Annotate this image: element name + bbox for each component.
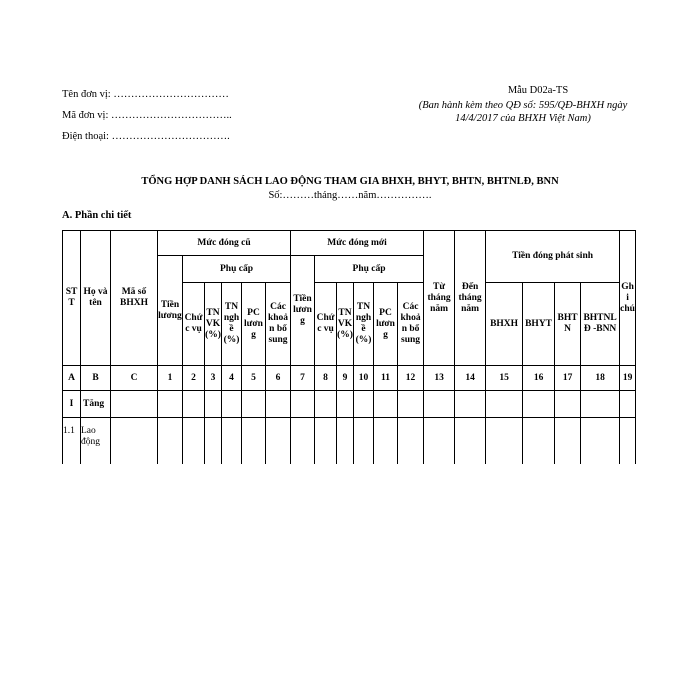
- table-cell: [242, 391, 266, 418]
- col-cac-khoan-moi: Các khoản bổ sung: [398, 283, 424, 366]
- index-cell: 8: [315, 366, 337, 391]
- col-ho-ten: Họ và tên: [81, 231, 111, 366]
- table-cell: [555, 391, 581, 418]
- index-cell: 4: [222, 366, 242, 391]
- group-phu-cap-cu: Phụ cấp: [183, 256, 291, 283]
- unit-info: [62, 84, 232, 147]
- form-note: (Ban hành kèm theo QĐ số: 595/QĐ-BHXH ngày 14/4/2017 của BHXH Việt Nam): [418, 100, 628, 124]
- index-row: [63, 366, 636, 391]
- table-cell: [398, 418, 424, 465]
- table-cell: [158, 391, 183, 418]
- col-ghi-chu: Ghi chú: [620, 231, 636, 366]
- index-cell: 3: [205, 366, 222, 391]
- col-tn-nghe-cu: TN nghề (%): [222, 283, 242, 366]
- table-cell: [337, 391, 354, 418]
- table-cell: [486, 418, 523, 465]
- table-cell: [398, 391, 424, 418]
- table-cell: [111, 418, 158, 465]
- table-cell: [205, 418, 222, 465]
- table-cell: [291, 418, 315, 465]
- col-bhtn: BHTN: [555, 283, 581, 366]
- index-cell: 9: [337, 366, 354, 391]
- col-bhyt: BHYT: [523, 283, 555, 366]
- group-muc-dong-cu: Mức đóng cũ: [158, 231, 291, 256]
- index-cell: 1: [158, 366, 183, 391]
- group-tien-dong: Tiền đóng phát sinh: [486, 231, 620, 283]
- col-bhtnld: BHTNLĐ -BNN: [581, 283, 620, 366]
- unit-name-line: Tên đơn vị: ……………………………: [62, 89, 229, 100]
- col-tu-thang: Từ tháng năm: [424, 231, 455, 366]
- table-cell: [205, 391, 222, 418]
- table-cell: [354, 391, 374, 418]
- col-pc-luong-moi: PC lương: [374, 283, 398, 366]
- table-cell: [222, 418, 242, 465]
- form-reference: [410, 84, 636, 125]
- participant-table: [62, 230, 636, 464]
- index-cell: 12: [398, 366, 424, 391]
- table-cell: [455, 418, 486, 465]
- table-cell: [486, 391, 523, 418]
- table-cell: [424, 418, 455, 465]
- col-chuc-vu-moi: Chức vụ: [315, 283, 337, 366]
- document-title: TỔNG HỢP DANH SÁCH LAO ĐỘNG THAM GIA BHXH, BHYT, BHTN, BHTNLĐ, BNN: [141, 176, 559, 187]
- table-cell: [315, 418, 337, 465]
- table-cell: [291, 391, 315, 418]
- col-stt: STT: [63, 231, 81, 366]
- document-number-line: Số:………tháng……năm…………….: [268, 190, 432, 201]
- form-code: Mẫu D02a-TS: [507, 85, 569, 96]
- table-cell: [523, 418, 555, 465]
- table-cell: [183, 418, 205, 465]
- section-heading: A. Phần chi tiết: [62, 210, 132, 221]
- index-cell: 11: [374, 366, 398, 391]
- index-cell: 16: [523, 366, 555, 391]
- index-cell: 2: [183, 366, 205, 391]
- table-cell: [242, 418, 266, 465]
- col-den-thang: Đến tháng năm: [455, 231, 486, 366]
- table-cell: [620, 418, 636, 465]
- col-tnvk-moi: TN VK (%): [337, 283, 354, 366]
- row-label: Lao động: [81, 418, 111, 465]
- col-cac-khoan-cu: Các khoản bổ sung: [266, 283, 291, 366]
- table-cell: [455, 391, 486, 418]
- index-cell: 15: [486, 366, 523, 391]
- table-cell: [158, 418, 183, 465]
- table-cell: [620, 391, 636, 418]
- index-cell: 5: [242, 366, 266, 391]
- table-cell: [183, 391, 205, 418]
- table-cell: [581, 418, 620, 465]
- table-cell: [354, 418, 374, 465]
- table-cell: [374, 391, 398, 418]
- phone-line: Điện thoại: …………………………….: [62, 131, 230, 142]
- col-tnvk-cu: TN VK (%): [205, 283, 222, 366]
- row-number: I: [63, 391, 81, 418]
- unit-code-line: Mã đơn vị: ……………………………..: [62, 110, 232, 121]
- index-cell: 7: [291, 366, 315, 391]
- table-cell: [111, 391, 158, 418]
- group-muc-dong-moi: Mức đóng mới: [291, 231, 424, 256]
- table-cell: [581, 391, 620, 418]
- index-cell: 19: [620, 366, 636, 391]
- table-cell: [266, 418, 291, 465]
- col-tien-luong-moi: Tiền lương: [291, 256, 315, 366]
- table-cell: [555, 418, 581, 465]
- row-label: Tăng: [81, 391, 111, 418]
- table-cell: [523, 391, 555, 418]
- table-row: [63, 391, 636, 418]
- col-bhxh: BHXH: [486, 283, 523, 366]
- index-cell: A: [63, 366, 81, 391]
- index-cell: C: [111, 366, 158, 391]
- index-cell: 14: [455, 366, 486, 391]
- index-cell: 18: [581, 366, 620, 391]
- index-cell: 10: [354, 366, 374, 391]
- col-ma-so-bhxh: Mã số BHXH: [111, 231, 158, 366]
- table-cell: [222, 391, 242, 418]
- col-chuc-vu-cu: Chức vụ: [183, 283, 205, 366]
- index-cell: 13: [424, 366, 455, 391]
- table-cell: [315, 391, 337, 418]
- row-number: 1.1: [63, 418, 81, 465]
- col-pc-luong-cu: PC lương: [242, 283, 266, 366]
- col-tien-luong-cu: Tiền lương: [158, 256, 183, 366]
- index-cell: B: [81, 366, 111, 391]
- table-cell: [374, 418, 398, 465]
- index-cell: 17: [555, 366, 581, 391]
- col-tn-nghe-moi: TN nghề (%): [354, 283, 374, 366]
- index-cell: 6: [266, 366, 291, 391]
- group-phu-cap-moi: Phụ cấp: [315, 256, 424, 283]
- table-cell: [337, 418, 354, 465]
- table-cell: [266, 391, 291, 418]
- table-row: [63, 418, 636, 465]
- table-cell: [424, 391, 455, 418]
